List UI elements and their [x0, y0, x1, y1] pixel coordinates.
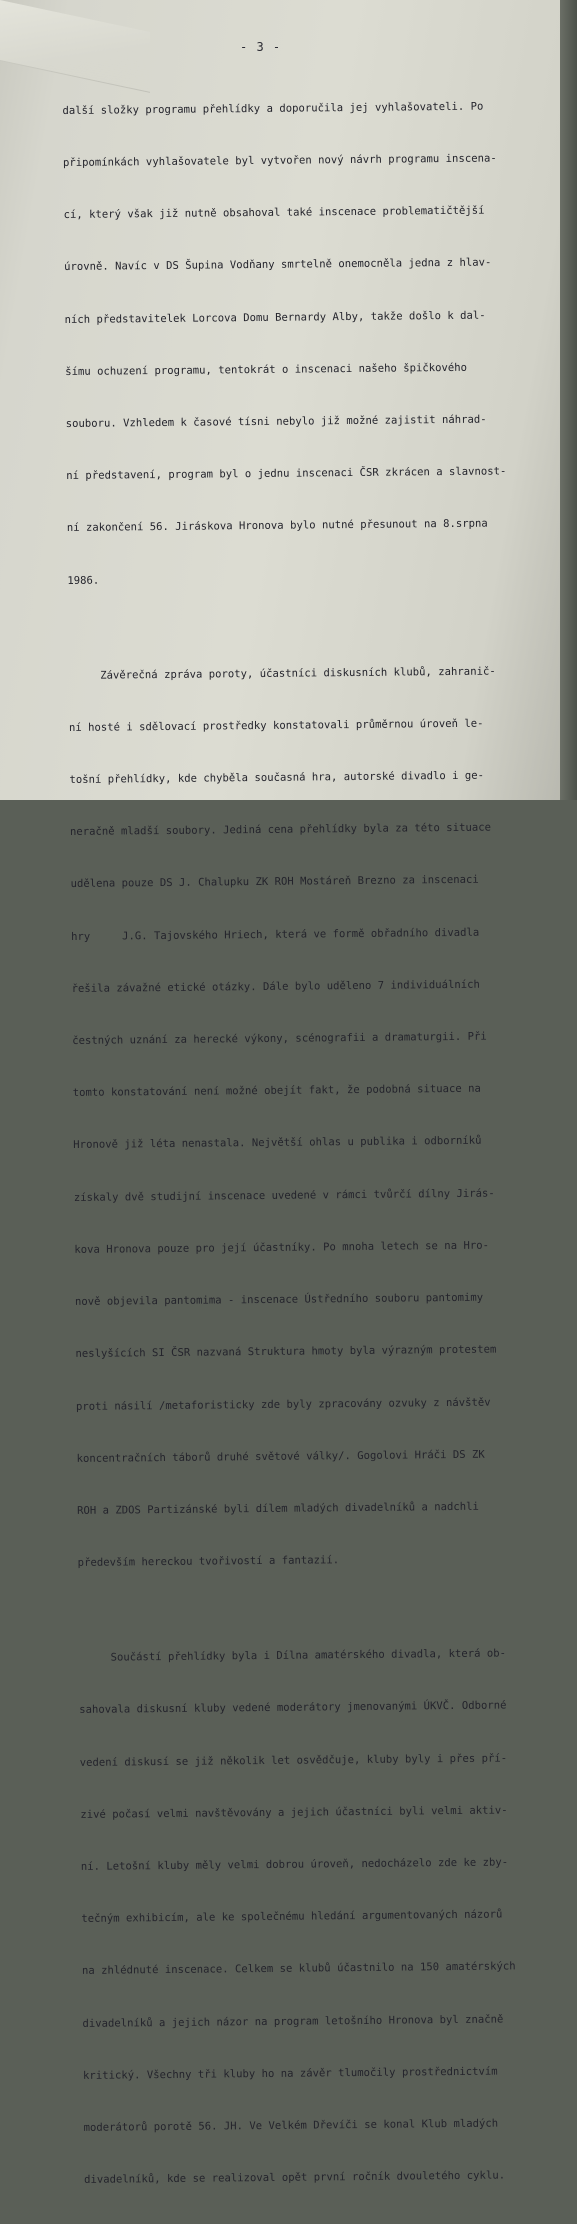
- text-line: divadelníků, kde se realizoval opět první ročník dvouletého cyklu.: [84, 2169, 506, 2187]
- text-line: koncentračních táborů druhé světové války/. Gogolovi Hráči DS ZK: [76, 1448, 485, 1465]
- text-line: čestných uznání za herecké výkony, scénografii a dramaturgii. Při: [72, 1030, 487, 1048]
- text-line: šímu ochuzení programu, tentokrát o inscenaci našeho špičkového: [65, 361, 468, 378]
- text-line: ní hosté i sdělovací prostředky konstatovali průměrnou úroveň le-: [68, 717, 484, 734]
- text-line: nově objevila pantomima - inscenace Ústředního souboru pantomimy: [74, 1291, 484, 1309]
- text-line: tomto konstatování není možné obejít fakt, že podobná situace na: [72, 1082, 481, 1100]
- paragraph-gap: [68, 620, 558, 633]
- text-line: divadelníků a jejich názor na program letošního Hronova byl značně: [82, 2013, 504, 2030]
- body-text: [62, 63, 575, 2224]
- text-line: ní představení, program byl o jednu inscenaci ČSR zkrácen a slavnost-: [66, 465, 507, 483]
- text-line: moderátorů porotě 56. JH. Ve Velkém Dřevíči se konal Klub mladých: [83, 2117, 499, 2134]
- text-line: další složky programu přehlídky a doporučila jej vyhlašovateli. Po: [62, 100, 484, 117]
- text-line: Součástí přehlídky byla i Dílna amatérského divadla, která ob-: [78, 1647, 507, 1665]
- text-line: úrovně. Navíc v DS Šupina Vodňany smrtelně onemocněla jedna z hlav-: [64, 256, 492, 274]
- text-line: tošní přehlídky, kde chyběla současná hra, autorské divadlo i ge-: [69, 769, 485, 787]
- text-line: Závěrečná zpráva poroty, účastníci diskusních klubů, zahranič-: [68, 665, 496, 682]
- text-line: cí, který však již nutně obsahoval také inscenace problematičtější: [63, 204, 485, 222]
- text-line: souboru. Vzhledem k časové tísni nebylo již možné zajistit náhrad-: [65, 413, 487, 431]
- text-line: získaly dvě studijní inscenace uvedené v rámci tvůrčí dílny Jirás-: [73, 1187, 495, 1204]
- text-line: kova Hronova pouze pro její účastníky. Po mnoha letech se na Hro-: [74, 1239, 489, 1256]
- paragraph-gap: [78, 1602, 568, 1615]
- text-line: řešila závažné etické otázky. Dále bylo uděleno 7 individuálních: [71, 978, 480, 995]
- text-line: ní. Letošní kluby měly velmi dobrou úroveň, nedocházelo zde ke zby-: [80, 1856, 509, 1873]
- text-line: proti násilí /metaforisticky zde byly zpracovány ozvuky z návštěv: [75, 1396, 491, 1413]
- text-line: vedení diskusí se již několik let osvědčuje, kluby byly i přes pří-: [79, 1751, 508, 1769]
- text-line: na zhlédnuté inscenace. Celkem se klubů účastnilo na 150 amatérských: [81, 1960, 516, 1978]
- text-line: kritický. Všechny tři kluby ho na závěr tlumočily prostřednictvím: [82, 2065, 498, 2082]
- text-line: ní zakončení 56. Jiráskova Hronova bylo nutné přesunout na 8.srpna: [66, 518, 488, 535]
- text-line: zivé počasí velmi navštěvovány a jejich účastníci byli velmi aktiv-: [80, 1804, 508, 1821]
- page-edge-shadow: [560, 0, 577, 800]
- text-line: 1986.: [67, 574, 100, 587]
- text-line: sahovala diskusní kluby vedené moderátory jmenovanými ÚKVČ. Odborné: [79, 1699, 507, 1717]
- text-line: ních představitelek Lorcova Domu Bernardy Alby, takže došlo k dal-: [64, 309, 486, 326]
- text-line: hry J.G. Tajovského Hriech, která ve formě obřadního divadla: [71, 926, 480, 943]
- text-line: neračně mladší soubory. Jediná cena přehlídky byla za této situace: [69, 821, 491, 839]
- text-line: ROH a ZDOS Partizánské byli dílem mladých divadelníků a nadchli: [77, 1500, 479, 1517]
- text-line: neslyšících SI ČSR nazvaná Struktura hmoty byla výrazným protestem: [75, 1343, 497, 1361]
- text-line: udělena pouze DS J. Chalupku ZK ROH Mostáreň Brezno za inscenaci: [70, 874, 479, 891]
- text-line: připomínkách vyhlašovatele byl vytvořen nový návrh programu inscena-: [62, 152, 497, 170]
- text-line: Hronově již léta nenastala. Největší ohlas u publika i odborníků: [73, 1135, 482, 1152]
- text-line: tečným exhibicím, ale ke společnému hledání argumentovaných názorů: [81, 1908, 503, 1926]
- page-number: - 3 -: [240, 40, 282, 54]
- text-line: především hereckou tvořivostí a fantazií.: [77, 1554, 340, 1570]
